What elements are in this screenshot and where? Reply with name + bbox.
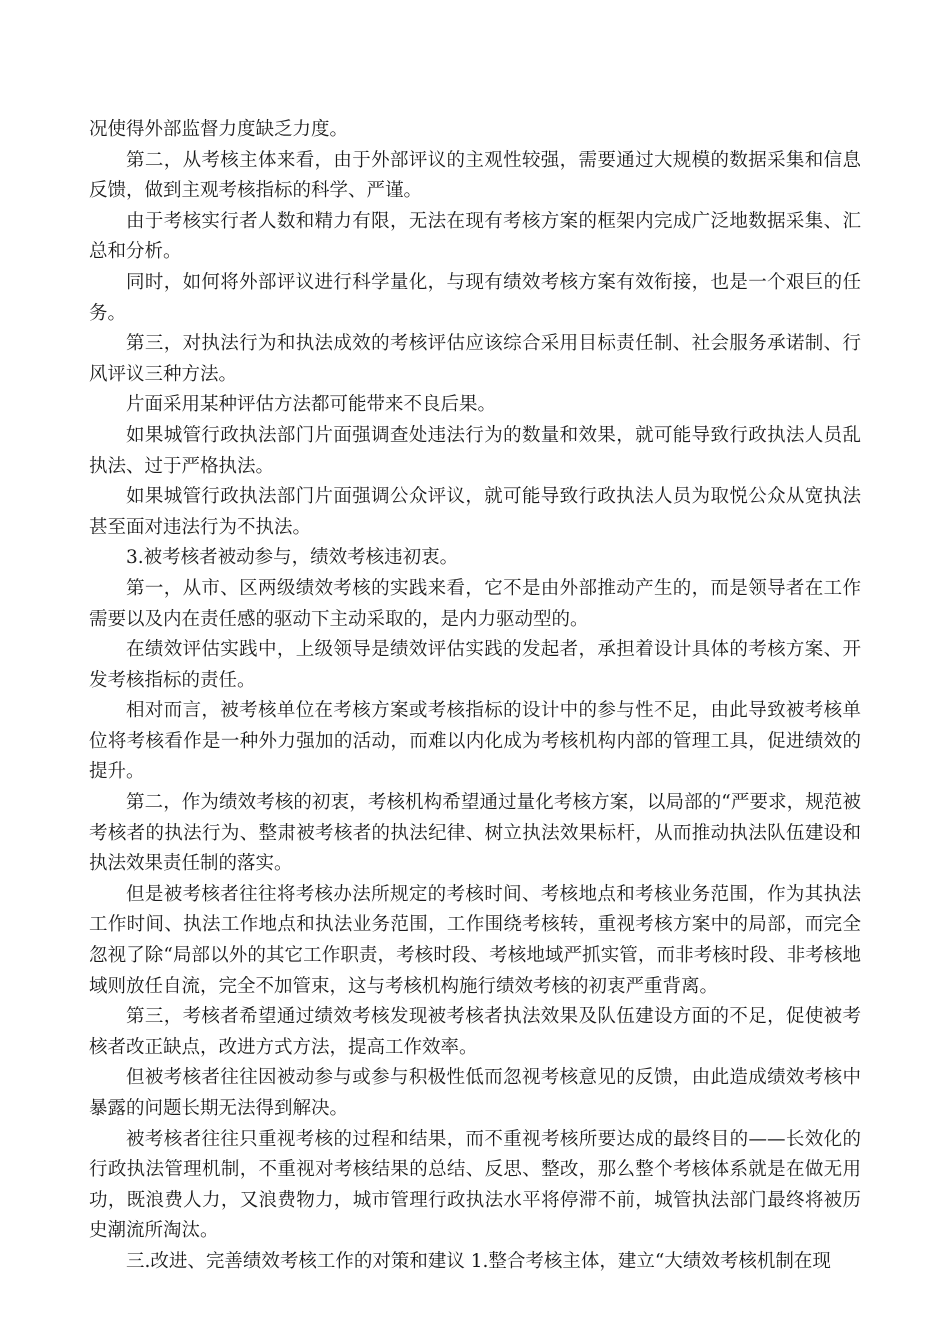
paragraph: 第三，考核者希望通过绩效考核发现被考核者执法效果及队伍建设方面的不足，促使被考核者改正缺点，改进方式方法，提高工作效率。 [89,1006,861,1058]
paragraph: 被考核者往往只重视考核的过程和结果，而不重视考核所要达成的最终目的——长效化的行政执法管理机制，不重视对考核结果的总结、反思、整改，那么整个考核体系就是在做无用功，既浪费人力，又浪费物力，城市管理行政执法水平将停滞不前，城管执法部门最终将被历史潮流所淘汰。 [89,1128,861,1242]
paragraph: 第二，从考核主体来看，由于外部评议的主观性较强，需要通过大规模的数据采集和信息反馈，做到主观考核指标的科学、严谨。 [89,149,861,202]
paragraph: 片面采用某种评估方法都可能带来不良后果。 [126,394,497,416]
paragraph: 第三，对执法行为和执法成效的考核评估应该综合采用目标责任制、社会服务承诺制、行风评议三种方法。 [89,333,861,385]
section-heading: 三.改进、完善绩效考核工作的对策和建议 1.整合考核主体，建立“大绩效考核机制在现 [126,1250,831,1272]
paragraph: 第二，作为绩效考核的初衷，考核机构希望通过量化考核方案，以局部的“严要求，规范被考核者的执法行为、整肃被考核者的执法纪律、树立执法效果标杆，从而推动执法队伍建设和执法效果责任制的落实。 [89,792,861,875]
paragraph: 如果城管行政执法部门片面强调查处违法行为的数量和效果，就可能导致行政执法人员乱执法、过于严格执法。 [89,424,861,477]
paragraph: 相对而言，被考核单位在考核方案或考核指标的设计中的参与性不足，由此导致被考核单位将考核看作是一种外力强加的活动，而难以内化成为考核机构内部的管理工具，促进绩效的提升。 [89,700,861,783]
paragraph: 同时，如何将外部评议进行科学量化，与现有绩效考核方案有效衔接，也是一个艰巨的任务。 [89,271,861,324]
paragraph: 但被考核者往往因被动参与或参与积极性低而忽视考核意见的反馈，由此造成绩效考核中暴露的问题长期无法得到解决。 [89,1067,861,1119]
paragraph: 但是被考核者往往将考核办法所规定的考核时间、考核地点和考核业务范围，作为其执法工作时间、执法工作地点和执法业务范围，工作围绕考核转，重视考核方案中的局部，而完全忽视了除“局部以外的其它工作职责，考核时段、考核地域严抓实管，而非考核时段、非考核地域则放任自流，完全不加管束，这与考核机构施行绩效考核的初衷严重背离。 [89,883,861,997]
paragraph: 况使得外部监督力度缺乏力度。 [89,119,349,140]
section-heading: 3.被考核者被动参与，绩效考核违初衷。 [126,547,459,569]
paragraph: 在绩效评估实践中，上级领导是绩效评估实践的发起者，承担着设计具体的考核方案、开发考核指标的责任。 [89,639,861,691]
paragraph: 第一，从市、区两级绩效考核的实践来看，它不是由外部推动产生的，而是领导者在工作需要以及内在责任感的驱动下主动采取的，是内力驱动型的。 [89,577,861,630]
document-body [89,115,861,1278]
paragraph: 由于考核实行者人数和精力有限，无法在现有考核方案的框架内完成广泛地数据采集、汇总和分析。 [89,210,861,263]
paragraph: 如果城管行政执法部门片面强调公众评议，就可能导致行政执法人员为取悦公众从宽执法甚至面对违法行为不执法。 [89,486,861,538]
